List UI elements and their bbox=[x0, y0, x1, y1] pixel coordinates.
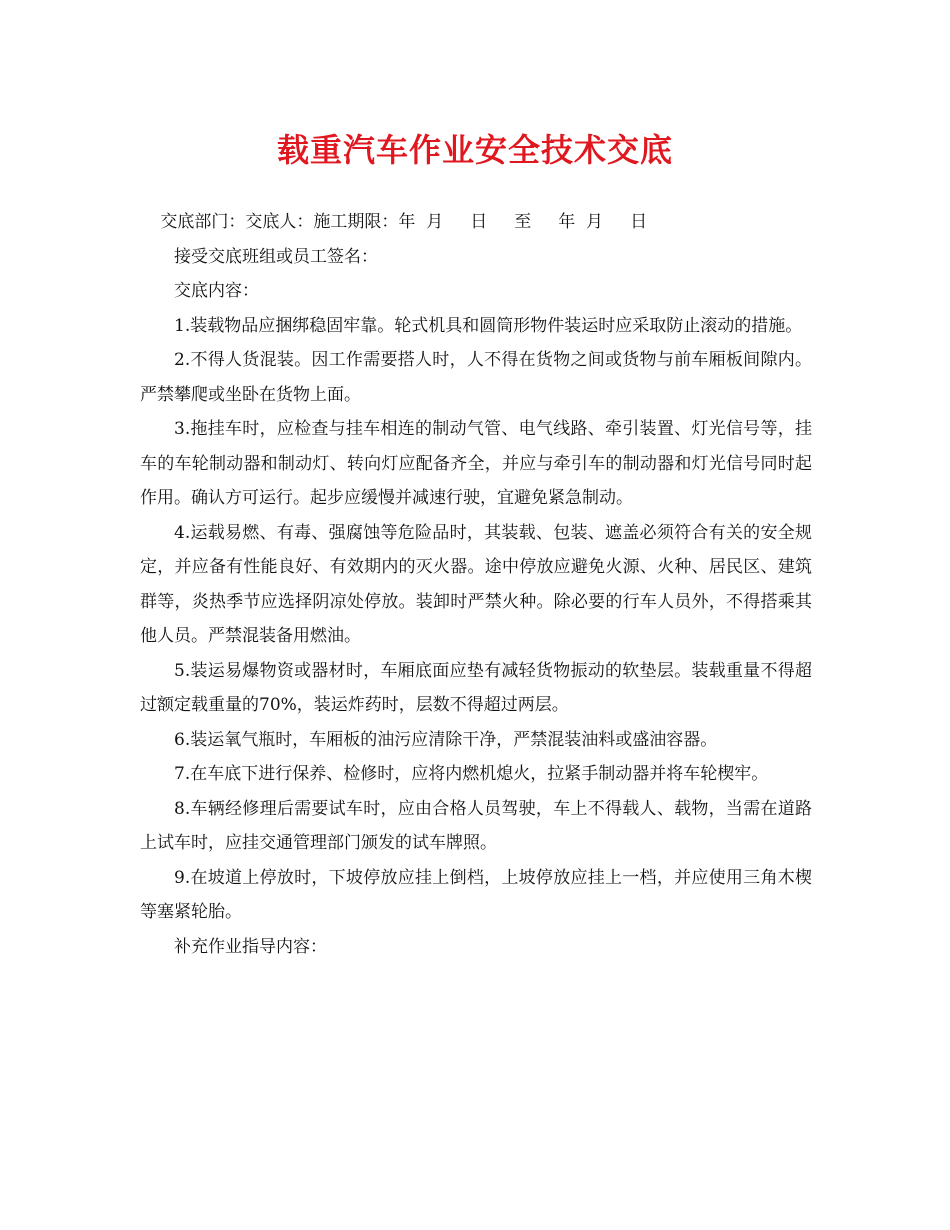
content-item: 5.装运易爆物资或器材时，车厢底面应垫有减轻货物振动的软垫层。装载重量不得超过额定载重量的70%，装运炸药时，层数不得超过两层。 bbox=[140, 660, 812, 715]
header-line: 交底部门：交底人：施工期限：年 月 日 至 年 月 日 bbox=[160, 212, 648, 232]
content-heading: 交底内容： bbox=[174, 281, 259, 301]
content-item: 9.在坡道上停放时，下坡停放应挂上倒档，上坡停放应挂上一档，并应使用三角木楔等塞紧轮胎。 bbox=[140, 867, 812, 922]
content-item: 6.装运氧气瓶时，车厢板的油污应清除干净，严禁混装油料或盛油容器。 bbox=[174, 729, 718, 750]
content-item: 3.拖挂车时，应检查与挂车相连的制动气管、电气线路、牵引装置、灯光信号等，挂车的车轮制动器和制动灯、转向灯应配备齐全，并应与牵引车的制动器和灯光信号同时起作用。确认方可运行。起步应缓慢并减速行驶，宜避免紧急制动。 bbox=[140, 419, 812, 508]
content-item: 4.运载易燃、有毒、强腐蚀等危险品时，其装载、包装、遮盖必须符合有关的安全规定，并应备有性能良好、有效期内的灭火器。途中停放应避免火源、火种、居民区、建筑群等，炎热季节应选择阴凉处停放。装卸时严禁火种。除必要的行车人员外，不得搭乘其他人员。严禁混装备用燃油。 bbox=[140, 522, 812, 646]
content-item: 2.不得人货混装。因工作需要搭人时，人不得在货物之间或货物与前车厢板间隙内。严禁攀爬或坐卧在货物上面。 bbox=[140, 350, 812, 405]
supplement-heading: 补充作业指导内容： bbox=[174, 936, 327, 957]
signature-line: 接受交底班组或员工签名： bbox=[174, 246, 378, 267]
document-body bbox=[140, 205, 812, 964]
content-item: 1.装载物品应捆绑稳固牢靠。轮式机具和圆筒形物件装运时应采取防止滚动的措施。 bbox=[174, 315, 803, 336]
content-item: 7.在车底下进行保养、检修时，应将内燃机熄火，拉紧手制动器并将车轮楔牢。 bbox=[174, 764, 769, 784]
content-item: 8.车辆经修理后需要试车时，应由合格人员驾驶，车上不得载人、载物，当需在道路上试车时，应挂交通管理部门颁发的试车牌照。 bbox=[140, 798, 812, 853]
document-title: 载重汽车作业安全技术交底 bbox=[276, 131, 673, 169]
